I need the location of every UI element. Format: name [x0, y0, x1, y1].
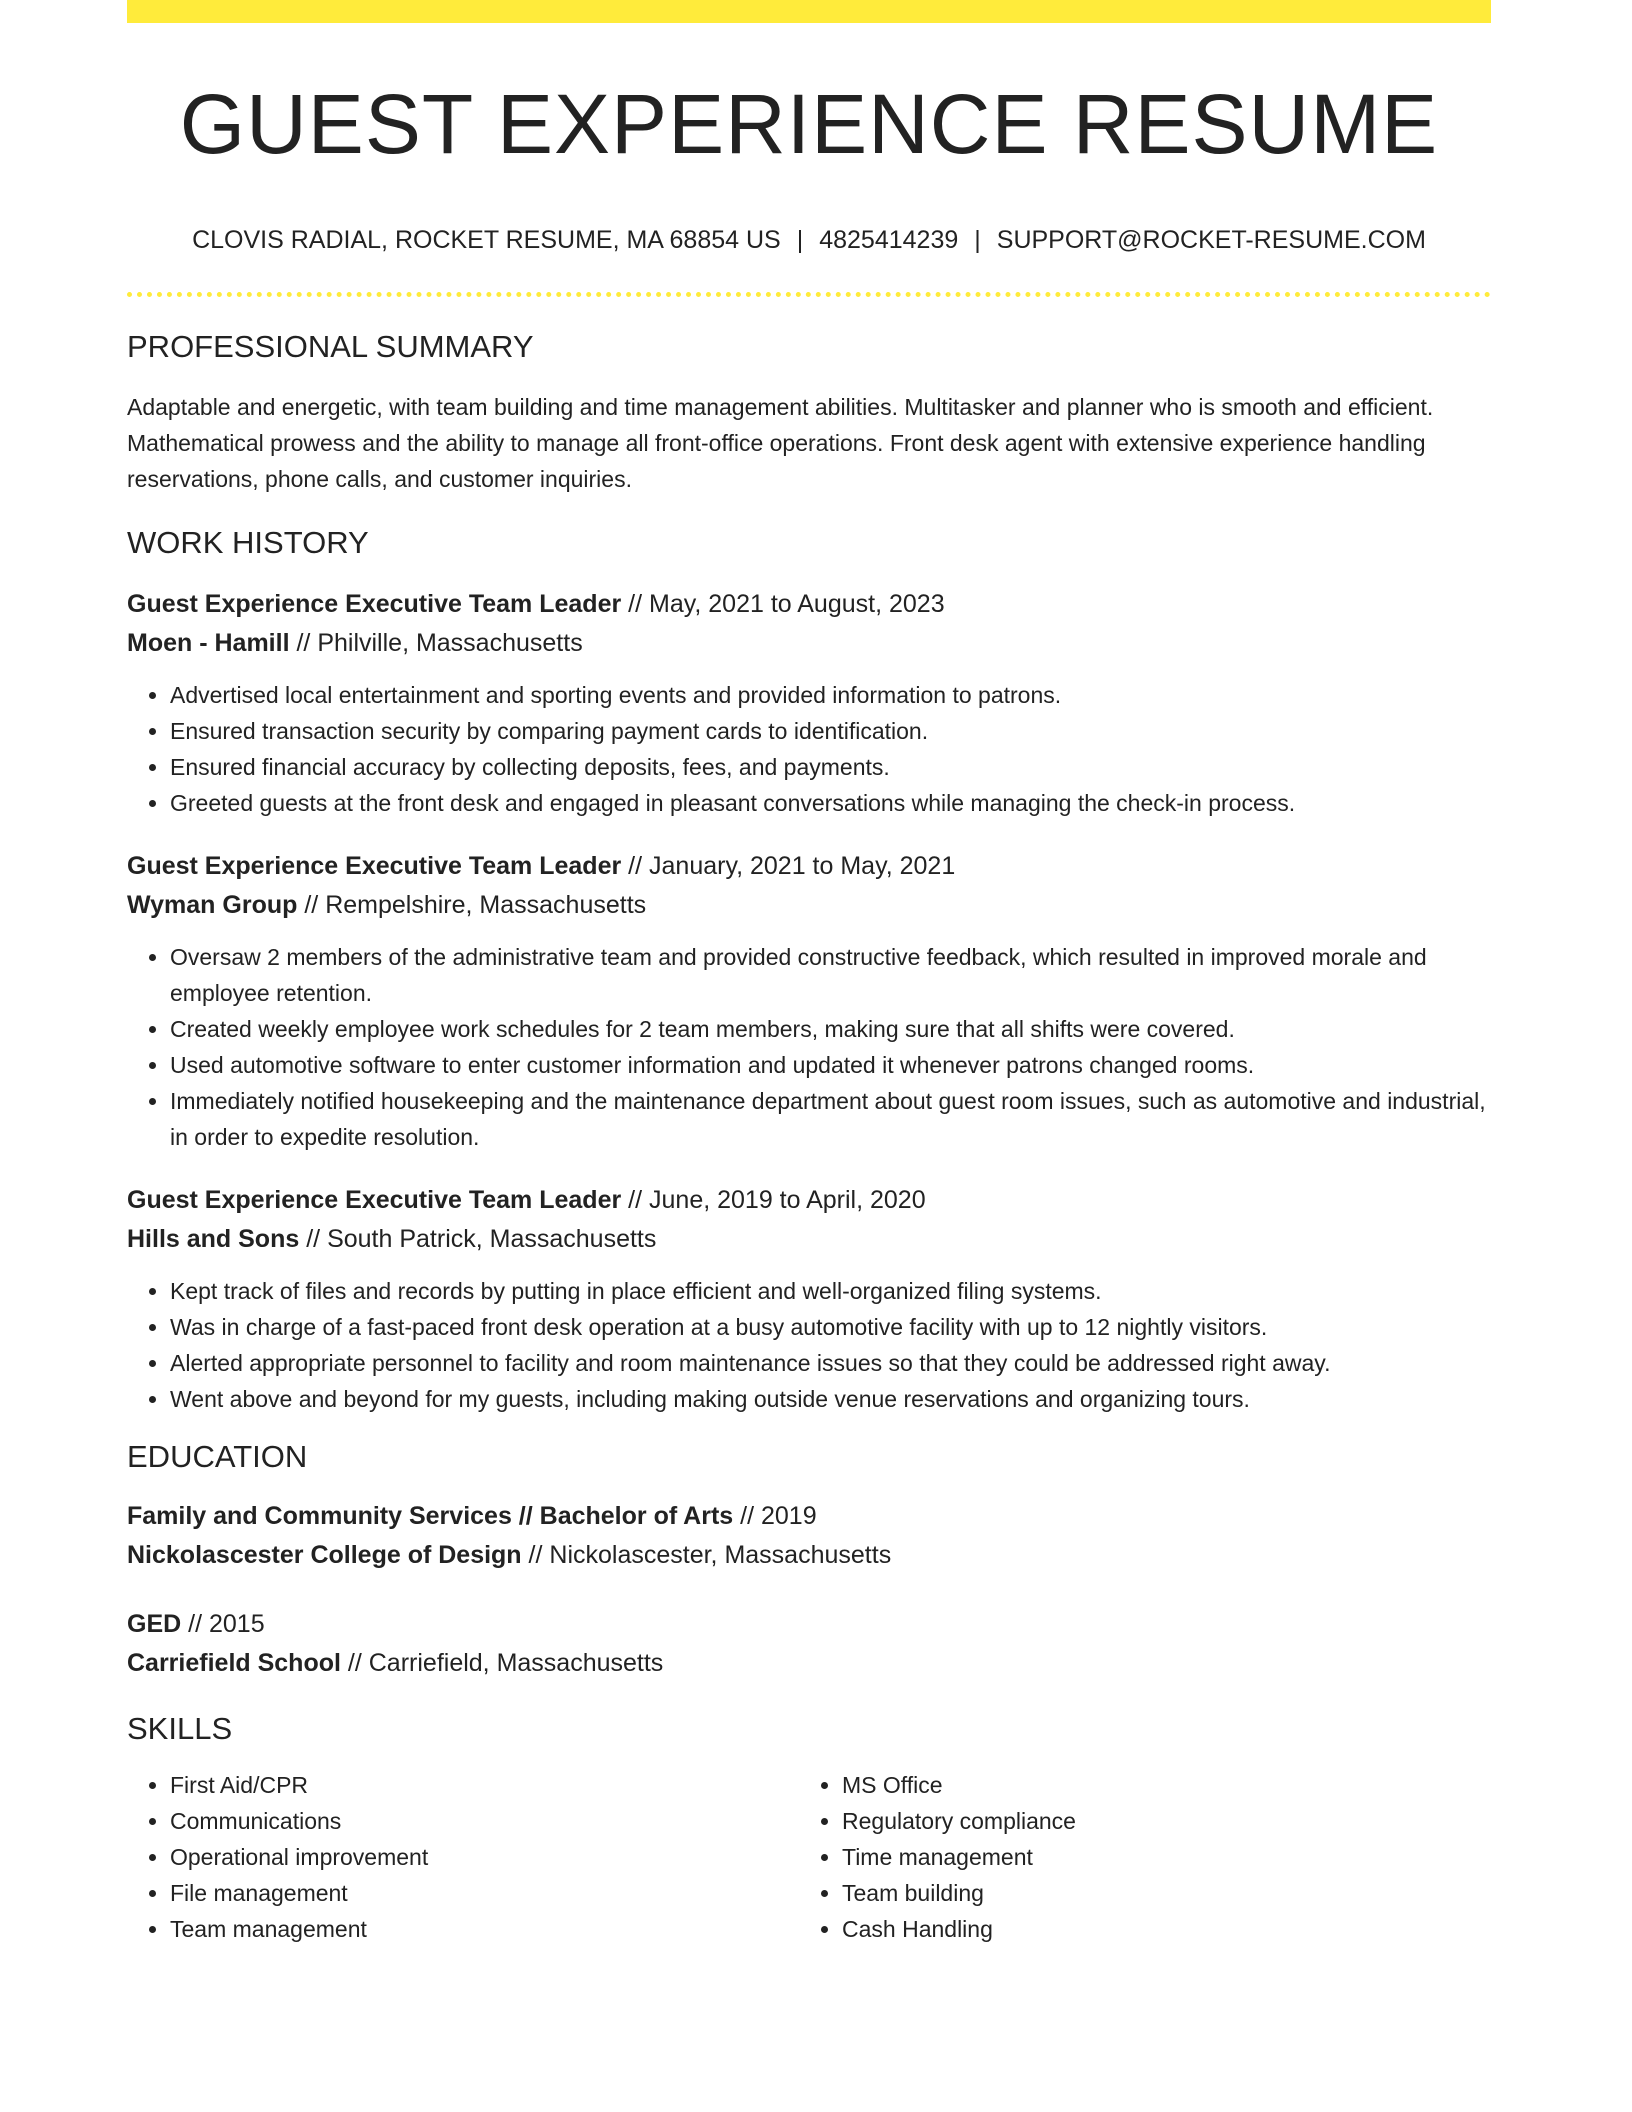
skills-heading: SKILLS: [127, 1711, 233, 1746]
list-item: • Alerted appropriate personnel to facility and room maintenance issues so that they could be addressed right away.: [170, 1345, 1491, 1381]
job-location: Philville, Massachusetts: [317, 629, 583, 657]
list-item: • Advertised local entertainment and sporting events and provided information to patrons.: [170, 677, 1491, 713]
job-entry: [127, 585, 1491, 821]
list-item: • Created weekly employee work schedules for 2 team members, making sure that all shifts were covered.: [170, 1011, 1491, 1047]
summary-heading: PROFESSIONAL SUMMARY: [127, 329, 534, 364]
job-entry: [127, 1181, 1491, 1417]
education-year: 2019: [761, 1502, 817, 1530]
delimiter: //: [297, 891, 326, 919]
skills-list-right: [799, 1767, 1471, 1947]
job-company: Wyman Group: [127, 891, 298, 919]
job-bullets: [127, 939, 1491, 1155]
job-bullets: [127, 1273, 1491, 1417]
delimiter: //: [181, 1610, 209, 1638]
job-company-line: [127, 886, 1491, 925]
delimiter: //: [521, 1541, 550, 1569]
contact-email: SUPPORT@ROCKET-RESUME.COM: [996, 226, 1426, 254]
list-item: • Team building: [842, 1875, 1471, 1911]
education-location: Carriefield, Massachusetts: [368, 1649, 664, 1677]
education-school: Nickolascester College of Design: [127, 1541, 522, 1569]
list-item: • Cash Handling: [842, 1911, 1471, 1947]
delimiter: //: [621, 590, 650, 618]
skills-columns: [127, 1767, 1491, 1947]
job-dates: May, 2021 to August, 2023: [649, 590, 945, 618]
job-role-line: [127, 1181, 1491, 1220]
education-school-line: [127, 1536, 1491, 1575]
list-item: • Ensured transaction security by comparing payment cards to identification.: [170, 713, 1491, 749]
job-dates: June, 2019 to April, 2020: [649, 1186, 926, 1214]
list-item: • Used automotive software to enter customer information and updated it whenever patrons changed rooms.: [170, 1047, 1491, 1083]
contact-address: CLOVIS RADIAL, ROCKET RESUME, MA 68854 US: [192, 226, 781, 254]
summary-text: Adaptable and energetic, with team building and time management abilities. Multitasker and planner who is smooth and efficient. Mathematical prowess and the ability to manage all front-office operations. Front desk agent with extensive experience handling reservations, phone calls, and customer inquiries.: [127, 394, 1434, 492]
job-role: Guest Experience Executive Team Leader: [127, 852, 622, 880]
job-bullets: [127, 677, 1491, 821]
job-role-line: [127, 847, 1491, 886]
job-entry: [127, 847, 1491, 1155]
list-item: • Operational improvement: [170, 1839, 799, 1875]
resume-title: GUEST EXPERIENCE RESUME: [179, 77, 1439, 171]
top-accent-bar: [127, 0, 1491, 23]
education-location: Nickolascester, Massachusetts: [549, 1541, 892, 1569]
job-role: Guest Experience Executive Team Leader: [127, 590, 622, 618]
list-item: • File management: [170, 1875, 799, 1911]
education-entry: [127, 1497, 1491, 1575]
contact-separator: |: [974, 226, 981, 254]
list-item: • Oversaw 2 members of the administrative team and provided constructive feedback, which resulted in improved morale and employee retention.: [170, 939, 1491, 1011]
list-item: • Team management: [170, 1911, 799, 1947]
job-role-line: [127, 585, 1491, 624]
list-item: • Greeted guests at the front desk and engaged in pleasant conversations while managing the check-in process.: [170, 785, 1491, 821]
job-location: South Patrick, Massachusetts: [327, 1225, 657, 1253]
job-location: Rempelshire, Massachusetts: [325, 891, 647, 919]
education-degree-line: [127, 1605, 1491, 1644]
education-degree-line: [127, 1497, 1491, 1536]
delimiter: //: [621, 852, 650, 880]
list-item: • First Aid/CPR: [170, 1767, 799, 1803]
delimiter: //: [340, 1649, 369, 1677]
education-degree: GED: [127, 1610, 182, 1638]
resume-page: [127, 0, 1491, 1947]
delimiter: //: [299, 1225, 328, 1253]
list-item: • Ensured financial accuracy by collecting deposits, fees, and payments.: [170, 749, 1491, 785]
list-item: • Kept track of files and records by putting in place efficient and well-organized filing systems.: [170, 1273, 1491, 1309]
job-company: Hills and Sons: [127, 1225, 300, 1253]
list-item: • Was in charge of a fast-paced front desk operation at a busy automotive facility with up to 12 nightly visitors.: [170, 1309, 1491, 1345]
delimiter: //: [289, 629, 318, 657]
education-heading: EDUCATION: [127, 1439, 308, 1474]
list-item: • MS Office: [842, 1767, 1471, 1803]
education-year: 2015: [208, 1610, 265, 1638]
contact-line: [127, 225, 1491, 255]
contact-separator: |: [796, 226, 804, 254]
education-entry: [127, 1605, 1491, 1683]
education-degree: Family and Community Services // Bachelor of Arts: [127, 1502, 734, 1530]
job-company-line: [127, 624, 1491, 663]
job-company-line: [127, 1220, 1491, 1259]
contact-phone: 4825414239: [819, 226, 959, 254]
education-school-line: [127, 1644, 1491, 1683]
job-dates: January, 2021 to May, 2021: [649, 852, 956, 880]
list-item: • Communications: [170, 1803, 799, 1839]
list-item: • Went above and beyond for my guests, including making outside venue reservations and organizing tours.: [170, 1381, 1491, 1417]
list-item: • Immediately notified housekeeping and the maintenance department about guest room issues, such as automotive and industrial, in order to expedite resolution.: [170, 1083, 1491, 1155]
work-history-heading: WORK HISTORY: [127, 525, 369, 560]
education-school: Carriefield School: [127, 1649, 341, 1677]
delimiter: //: [733, 1502, 761, 1530]
job-company: Moen - Hamill: [127, 629, 290, 657]
skills-list-left: [127, 1767, 799, 1947]
job-role: Guest Experience Executive Team Leader: [127, 1186, 622, 1214]
dotted-divider: [127, 292, 1491, 297]
delimiter: //: [621, 1186, 650, 1214]
list-item: • Time management: [842, 1839, 1471, 1875]
list-item: • Regulatory compliance: [842, 1803, 1471, 1839]
